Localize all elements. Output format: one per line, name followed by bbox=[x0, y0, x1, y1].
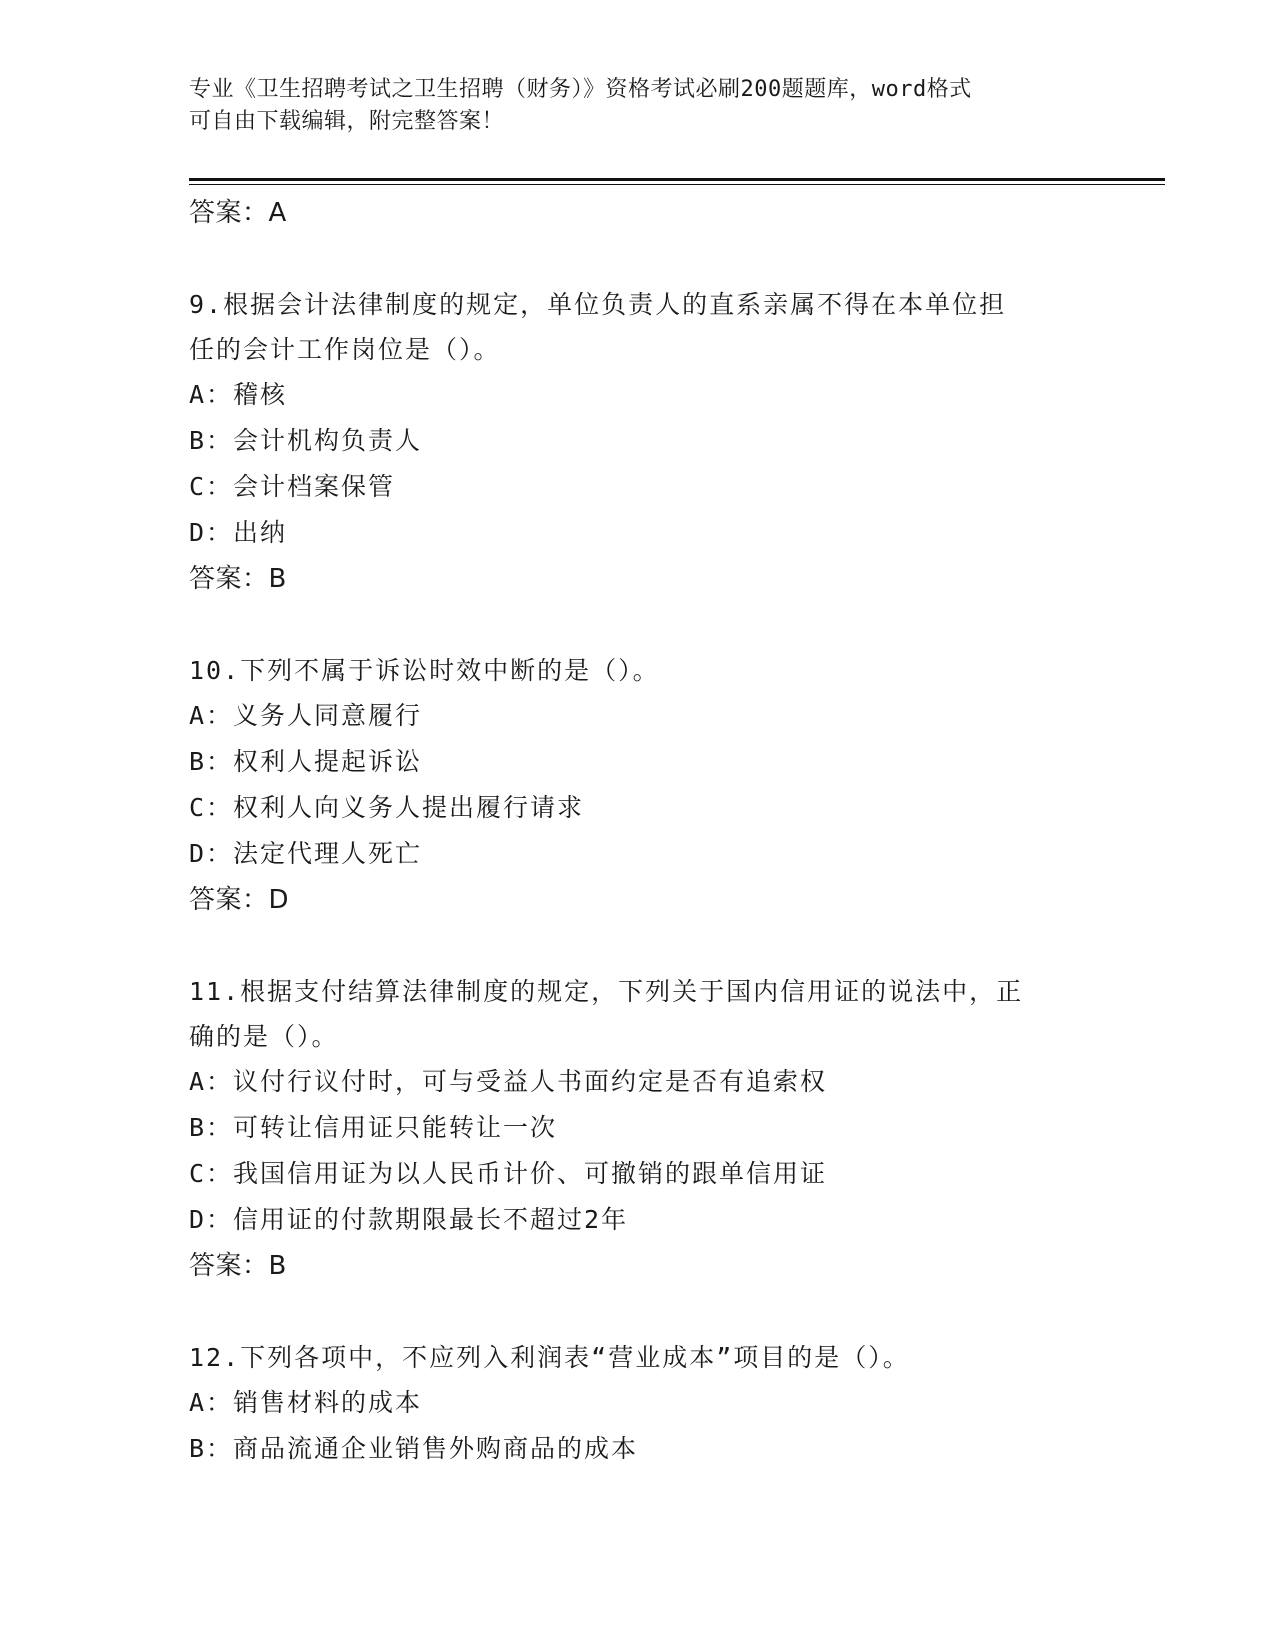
header-line-1: 专业《卫生招聘考试之卫生招聘（财务）》资格考试必刷200题题库，word格式 bbox=[189, 77, 972, 102]
question-9 bbox=[189, 282, 1089, 602]
previous-answer: 答案：A bbox=[189, 198, 287, 228]
option-a: A：义务人同意履行 bbox=[189, 701, 423, 730]
question-stem: 任的会计工作岗位是（）。 bbox=[189, 335, 501, 364]
option-c: C：会计档案保管 bbox=[189, 472, 396, 501]
answer-line: 答案：D bbox=[189, 885, 290, 915]
answer-line: 答案：B bbox=[189, 1251, 287, 1281]
option-b: B：会计机构负责人 bbox=[189, 426, 423, 455]
question-12 bbox=[189, 1335, 1089, 1472]
option-d: D：信用证的付款期限最长不超过2年 bbox=[189, 1205, 629, 1234]
option-c: C：我国信用证为以人民币计价、可撤销的跟单信用证 bbox=[189, 1159, 828, 1188]
option-d: D：出纳 bbox=[189, 518, 288, 547]
document-body bbox=[189, 190, 1089, 1472]
option-a: A：销售材料的成本 bbox=[189, 1388, 423, 1417]
question-stem: 9.根据会计法律制度的规定，单位负责人的直系亲属不得在本单位担 bbox=[189, 290, 1007, 319]
option-b: B：可转让信用证只能转让一次 bbox=[189, 1113, 558, 1142]
question-stem: 10.下列不属于诉讼时效中断的是（）。 bbox=[189, 656, 660, 685]
option-d: D：法定代理人死亡 bbox=[189, 839, 423, 868]
question-10 bbox=[189, 648, 1089, 923]
answer-line: 答案：B bbox=[189, 564, 287, 594]
document-header bbox=[189, 74, 1089, 138]
question-stem: 12.下列各项中，不应列入利润表“营业成本”项目的是（）。 bbox=[189, 1343, 910, 1372]
header-rule-thick bbox=[189, 178, 1165, 181]
option-b: B：商品流通企业销售外购商品的成本 bbox=[189, 1434, 639, 1463]
question-stem: 11.根据支付结算法律制度的规定，下列关于国内信用证的说法中，正 bbox=[189, 977, 1024, 1006]
question-stem: 确的是（）。 bbox=[189, 1022, 339, 1051]
option-b: B：权利人提起诉讼 bbox=[189, 747, 423, 776]
option-a: A：议付行议付时，可与受益人书面约定是否有追索权 bbox=[189, 1067, 828, 1096]
option-c: C：权利人向义务人提出履行请求 bbox=[189, 793, 585, 822]
header-line-2: 可自由下载编辑，附完整答案！ bbox=[189, 109, 505, 134]
question-11 bbox=[189, 969, 1089, 1289]
option-a: A：稽核 bbox=[189, 380, 288, 409]
header-rule-thin bbox=[189, 184, 1165, 185]
